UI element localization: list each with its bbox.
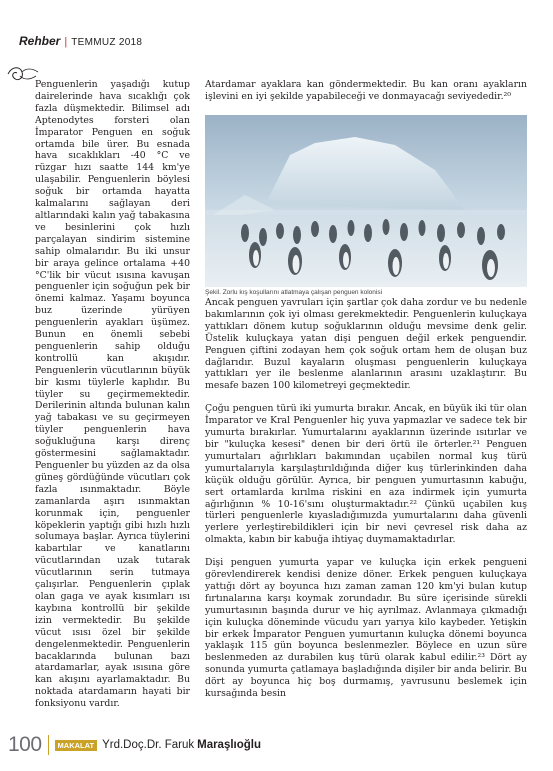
issue-date: TEMMUZ 2018 <box>71 37 143 48</box>
author-surname: Maraşlıoğlu <box>197 739 262 751</box>
penguin-colony-photo <box>205 115 527 287</box>
right-column-body <box>205 297 527 711</box>
page-number: 100 <box>8 733 42 756</box>
right-column-top <box>205 79 527 103</box>
photo-caption: Şekil. Zorlu kış koşullarını atlatmaya çalışan penguen kolonisi <box>205 289 383 296</box>
paragraph-incubation: Dişi penguen yumurta yapar ve kuluçka için erkek pengueni görevlendirerek kendisi denize döner. Erkek penguen kuluçkaya yattığı dört ay boyunca hızı zaman zaman 120 km'yi bulan kutup fırtınalarına karşı koymak zorundadır. Bu süre içerisinde sürekli yumurtasının başında durur ve hiç ayrılmaz. Avlanmaya çıkmadığı için kuluçka döneminde vücudu yarı yarıya kilo kaybeder. Yetişkin bir erkek İmparator Penguen yumurtanın kuluçka dönemi boyunca yaklaşık 115 gün boyunca beslenmezler. Böylece en uzun süre beslenmeden az durabilen kuş türü olarak kabul edilir.²³ Dört ay sonunda yumurta çatlamaya başladığında dişiler bir anda belirir. Bu dört ay boyunca hiç boş durmamış, yavrusunu beslemek için kursağında besin <box>205 557 527 700</box>
category-badge: MAKALAT <box>55 740 98 751</box>
page-header <box>19 34 142 48</box>
right-top-text: Atardamar ayaklara kan göndermektedir. Bu kan oranı ayakların işlevini en iyi şekilde yapabileceği ve donmayacağı seviyededir.²⁰ <box>205 79 527 102</box>
paragraph-chick-care: Ancak penguen yavruları için şartlar çok daha zordur ve bu nedenle bakımlarının çok iyi olması gerekmektedir. Penguenlerin kuluçkaya yattıkları dönem kutup soğuklarının olduğu mevsime denk gelir. Üstelik kuluçkaya yatan dişi penguen değil erkek penguendir. Penguen çiftini zodayan hem çok soğuk ortam hem de oluşan buz dağlarıdır. Buzul kayaların oluşması penguenlerin kuluçkaya yattıkları yer ile beslenme alanlarının arasını uzaklaştırır. Bu mesafe bazen 100 kilometreyi geçmektedir. <box>205 297 527 392</box>
left-column <box>35 79 190 710</box>
paragraph-eggs: Çoğu penguen türü iki yumurta bırakır. Ancak, en büyük iki tür olan İmparator ve Kral Penguenler hiç yuva yapmazlar ve sadece tek bir yumurta bırakırlar. Yumurtalarını ayaklarının üzerinde ısıtırlar ve bir "kuluçka kesesi" denen bir deri örtü ile örterler.²¹ Penguen yumurtaları ağırlıkları bakımından uçabilen normal kuş türü yumurtalarıyla karşılaştırıldığında diğer kuş türlerinkinden daha küçük olduğu görülür. Ayrıca, bir penguen yumurtasının kabuğu, sert ortamlarda kırılma riskini en aza indirmek için yumurta ağırlığının % 10-16'sını oluşturmaktadır.²² Çünkü uçabilen kuş türleri penguenlerle kıyasladığımızda yumurtalarını daha güvenli yerlere yerleştirebildikleri için bir nevi çevresel risk daha az olmakta, kabın bir kabuğa ihtiyaç duymamaktadırlar. <box>205 403 527 546</box>
page-footer <box>8 733 261 757</box>
footer-divider <box>48 735 49 755</box>
left-column-text: Penguenlerin yaşadığı kutup dairelerinde hava sıcaklığı çok fazla düşmektedir. Bilimsel adı Aptenodytes forsteri olan İmparator Penguen en soğuk ortamda bile ürer. Bu esnada hava sıcaklıkları -40 °C ve rüzgar hızı saatte 144 km'ye ulaşabilir. Penguenlerin böylesi soğuk bir ortamda hayatta kalmalarını sağlayan deri altlarındaki kalın yağ tabakasına ve besinlerini çok hızlı parçalayan sindirim sistemine sahip olmalarıdır. Bu iki unsur bir araya gelince ortalama +40 °C'lik bir vücut ısısına kavuşan penguenler için soğuğun pek bir önemi kalmaz. Yaşamı boyunca buz üzerinde yürüyen penguenlerin ayakları üşümez. Bunun en önemli sebebi penguenlerin sahip olduğu kontrollü kan akışıdır. Penguenlerin vücutlarının büyük bir kısmı tüylerle kaplıdır. Bu tüyler su geçirmemektedir. Derilerinin altında bulunan kalın yağ tabakası ve su geçirmeyen tüyler penguenlerin hava soğukluğuna karşı direnç göstermesini sağlamaktadır. Penguenler bu yüzden az da olsa güneş gördüğünde vücutları çok fazla ısınmaktadır. Böyle zamanlarda aşırı ısınmaktan korunmak için, penguenler köpeklerin yaptığı gibi hızlı hızlı solumaya başlar. Ayrıca tüylerini kabartılar ve kanatlarını vücutlarından uzak tutarak vücutlarının serin tutmaya çalışırlar. Penguenlerin çıplak olan gaga ve ayak kısımları ısı kaybına kontrollü bir şekilde izin vermektedir. Bu şekilde vücut ısısı özel bir şekilde dengelenmektedir. Penguenlerin bacaklarında bulunan bazı atardamarlar, ayak ısısına göre kan akışını ayarlamaktadır. Bu noktada atardamarın hayati bir fonksiyonu vardır. <box>35 79 190 710</box>
header-separator: | <box>64 36 68 48</box>
author-title-name: Yrd.Doç.Dr. Faruk <box>102 739 195 751</box>
penguin-scene-illustration <box>205 115 527 287</box>
magazine-brand: Rehber <box>19 34 61 48</box>
